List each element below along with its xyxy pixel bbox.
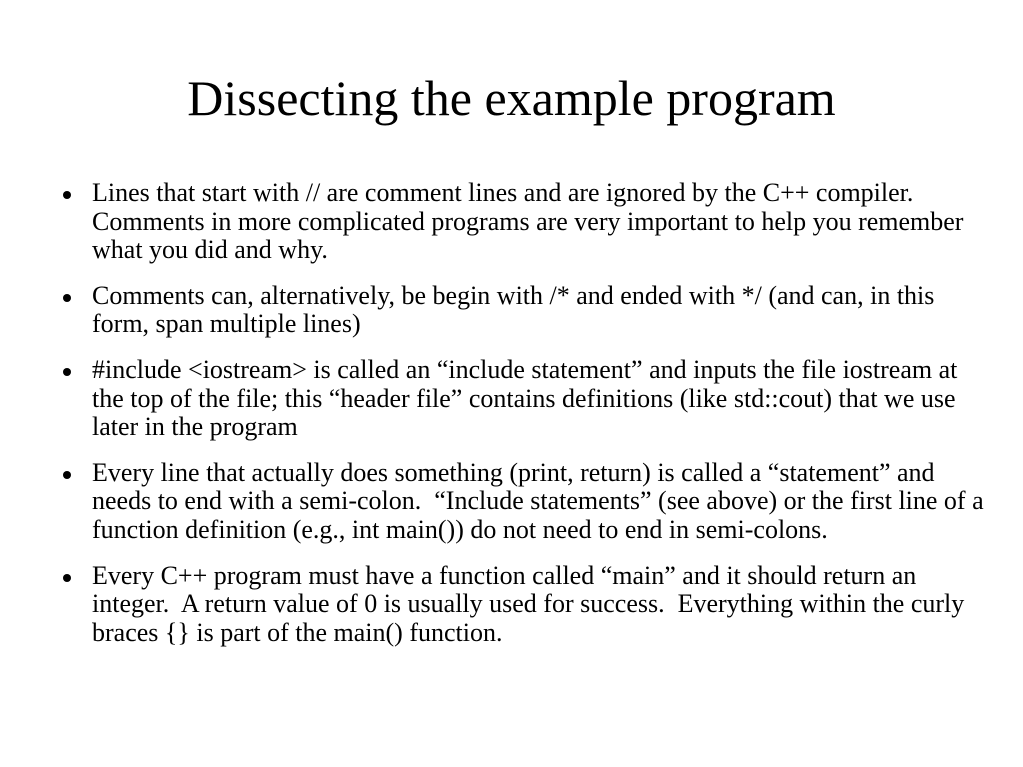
bullet-item <box>92 282 992 339</box>
bullet-text: #include <iostream> is called an “include statement” and inputs the file iostream at the top of the file; this “header file” contains definitions (like std::cout) that we use later in the program <box>92 354 964 442</box>
slide-title: Dissecting the example program <box>187 70 836 126</box>
bullet-list <box>92 179 992 664</box>
bullet-dot-icon <box>63 574 71 582</box>
bullet-item <box>92 179 992 265</box>
bullet-text: Comments can, alternatively, be begin with /* and ended with */ (and can, in this form, span multiple lines) <box>92 280 941 339</box>
bullet-dot-icon <box>63 191 71 199</box>
bullet-dot-icon <box>63 368 71 376</box>
bullet-item <box>92 356 992 442</box>
bullet-item <box>92 562 992 648</box>
bullet-item <box>92 459 992 545</box>
bullet-text: Every line that actually does something (print, return) is called a “statement” and needs to end with a semi-colon. “Include statements” (see above) or the first line of a function definition (e.g., int main()) do not need to end in semi-colons. <box>92 457 991 544</box>
bullet-text: Every C++ program must have a function called “main” and it should return an integer. A return value of 0 is usually used for success. Everything within the curly braces {} is part of the main() function. <box>92 560 971 647</box>
bullet-text: Lines that start with // are comment lines and are ignored by the C++ compiler. Comments in more complicated programs are very important to help you remember what you did and why. <box>92 178 970 265</box>
bullet-dot-icon <box>63 294 71 302</box>
bullet-dot-icon <box>63 471 71 479</box>
